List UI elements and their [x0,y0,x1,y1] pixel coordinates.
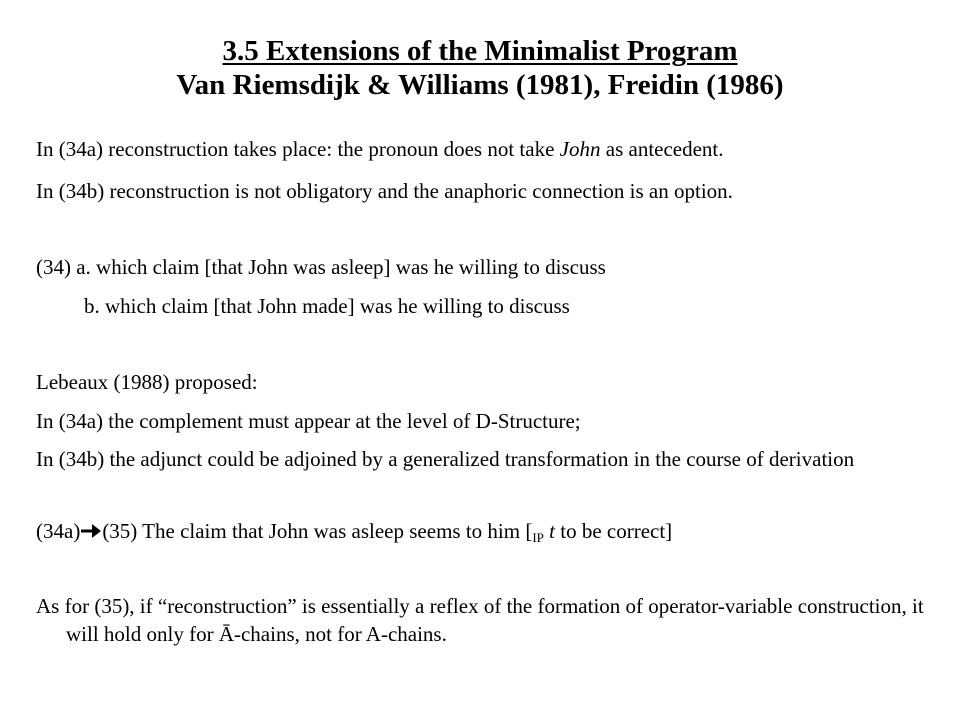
title-line-1: 3.5 Extensions of the Minimalist Program [222,35,738,67]
right-arrow-icon [80,521,102,541]
example-34b: b. which claim [that John made] was he willing to discuss [84,294,570,318]
example-35-text: (35) The claim that John was asleep seems to him [ [102,519,533,543]
example-35 [36,517,672,552]
line-text: as antecedent. [600,137,724,161]
slide-title [0,34,960,102]
subscript-ip: IP [532,530,544,545]
line-as-for-35: As for (35), if “reconstruction” is essentially a reflex of the formation of operator-variable construction, it will hold only for Ā-chains, not for A-chains. [36,594,924,646]
line-reconstruction-34b: In (34b) reconstruction is not obligatory and the anaphoric connection is an option. [36,179,733,203]
line-adjunct: In (34b) the adjunct could be adjoined by a generalized transformation in the course of derivation [36,447,855,471]
example-35-prefix: (34a) [36,519,81,543]
line-lebeaux: Lebeaux (1988) proposed: [36,370,258,394]
italic-trace: t [549,519,555,543]
title-line-2: Van Riemsdijk & Williams (1981), Freidin (1986) [176,69,784,101]
example-35-suffix: to be correct] [554,519,673,543]
italic-john: John [559,137,601,161]
line-complement: In (34a) the complement must appear at the level of D-Structure; [36,409,581,433]
line-text: In (34a) reconstruction takes place: the pronoun does not take [36,137,560,161]
example-34a: (34) a. which claim [that John was asleep] was he willing to discuss [36,255,606,279]
line-reconstruction-34a [36,135,724,163]
